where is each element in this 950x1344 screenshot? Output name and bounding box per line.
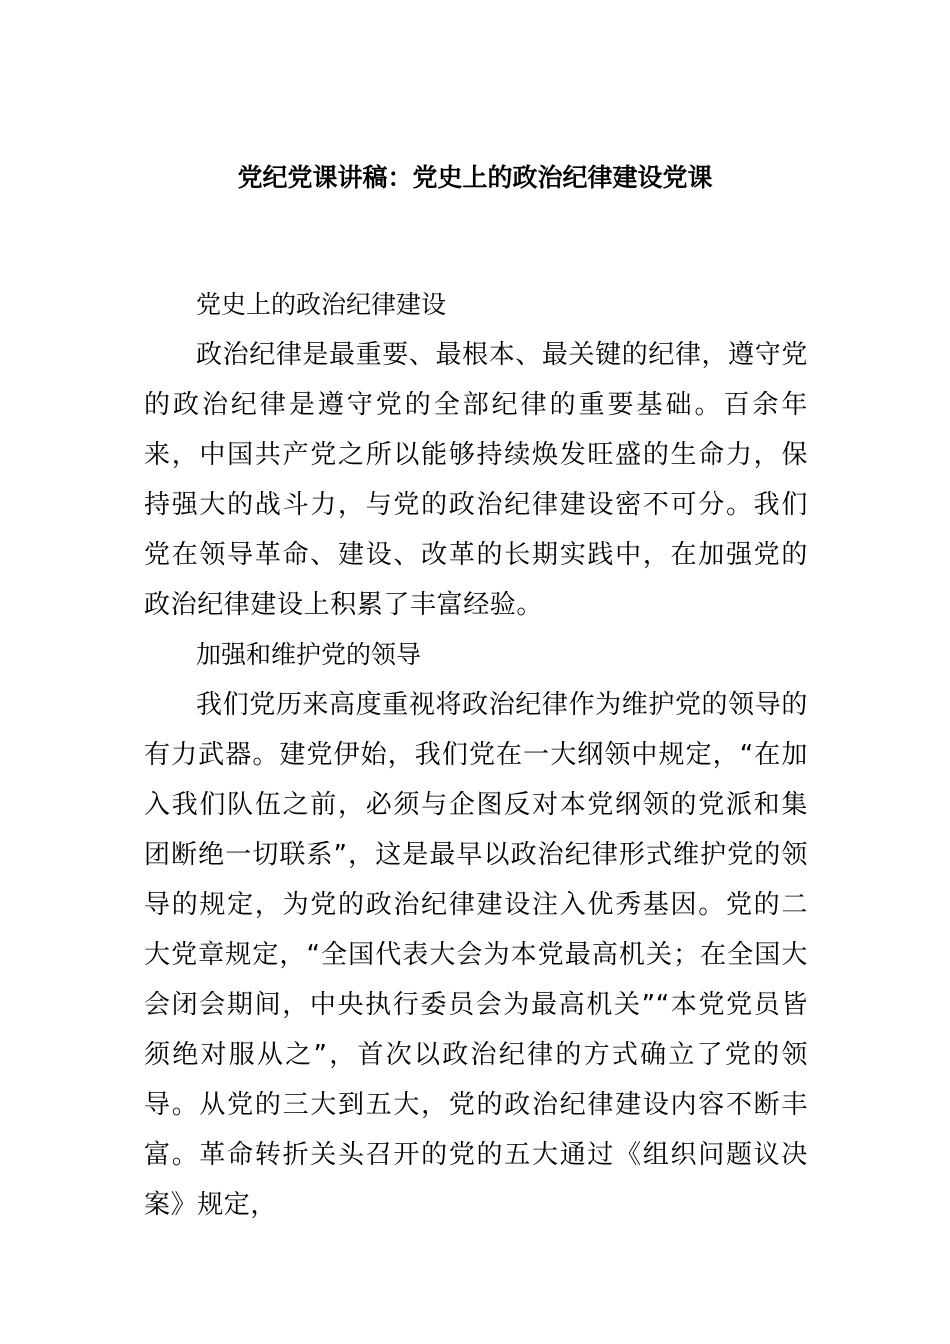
document-title: 党纪党课讲稿：党史上的政治纪律建设党课 (237, 163, 713, 192)
section-heading: 党史上的政治纪律建设 (196, 290, 447, 319)
document-body (144, 280, 808, 1230)
section-heading: 加强和维护党的领导 (196, 640, 422, 669)
section-paragraph: 我们党历来高度重视将政治纪律作为维护党的领导的有力武器。建党伊始，我们党在一大纲领中规定，“在加入我们队伍之前，必须与企图反对本党纲领的党派和集团断绝一切联系”，这是最早以政治纪律形式维护党的领导的规定，为党的政治纪律建设注入优秀基因。党的二大党章规定，“全国代表大会为本党最高机关；在全国大会闭会期间，中央执行委员会为最高机关”“本党党员皆须绝对服从之”，首次以政治纪律的方式确立了党的领导。从党的三大到五大，党的政治纪律建设内容不断丰富。革命转折关头召开的党的五大通过《组织问题议决案》规定， (144, 690, 808, 1220)
section-paragraph: 政治纪律是最重要、最根本、最关键的纪律，遵守党的政治纪律是遵守党的全部纪律的重要基础。百余年来，中国共产党之所以能够持续焕发旺盛的生命力，保持强大的战斗力，与党的政治纪律建设密不可分。我们党在领导革命、建设、改革的长期实践中，在加强党的政治纪律建设上积累了丰富经验。 (144, 340, 808, 620)
